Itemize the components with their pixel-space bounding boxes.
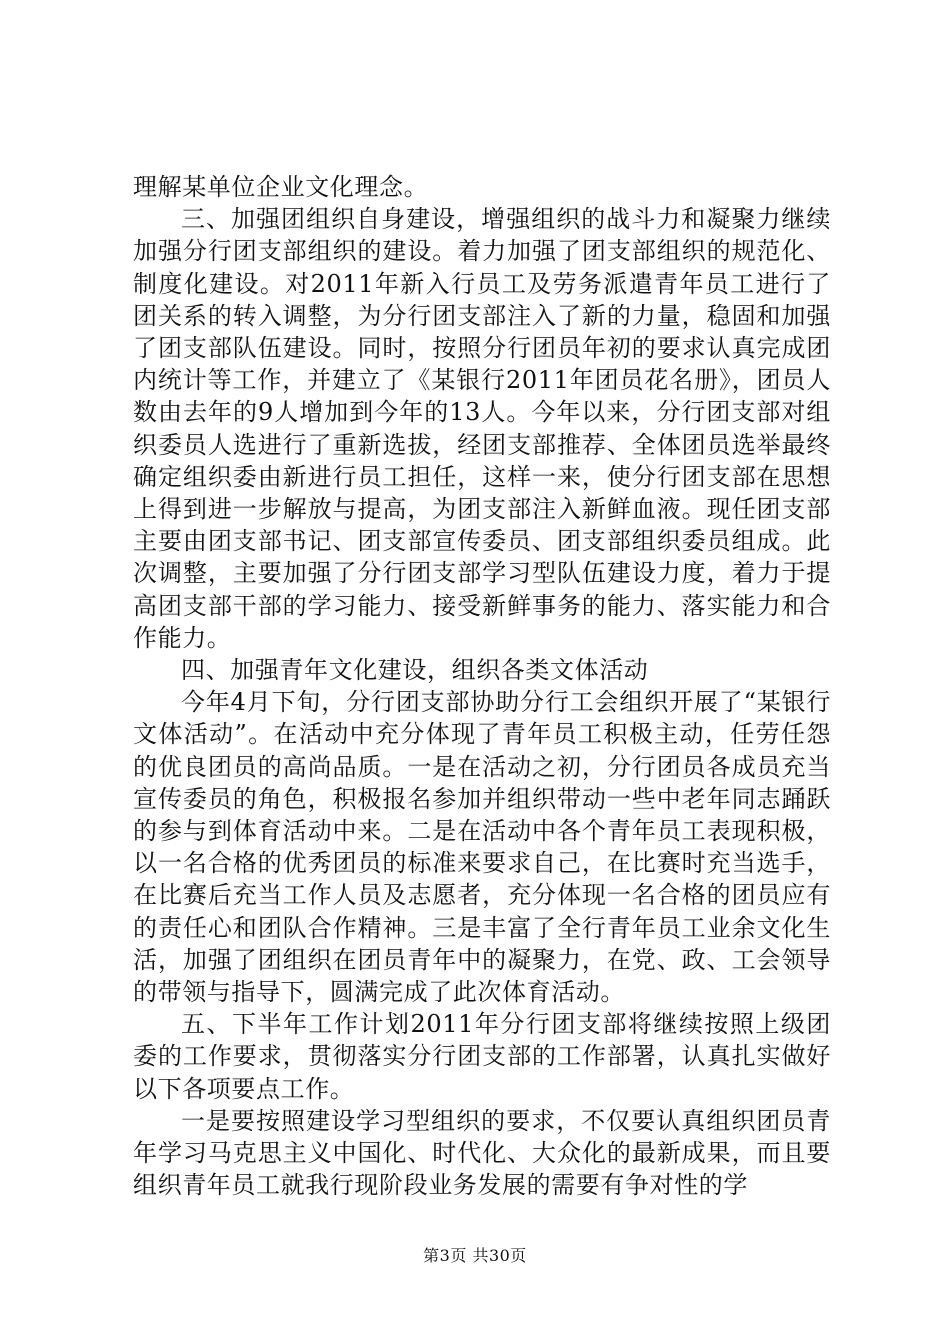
paragraph-4: 五、下半年工作计划2011年分行团支部将继续按照上级团委的工作要求，贯彻落实分行团支部的工作部署，认真扎实做好以下各项要点工作。 xyxy=(133,1010,831,1103)
paragraph-1: 理解某单位企业文化理念。 xyxy=(133,173,429,201)
paragraph-2: 三、加强团组织自身建设，增强组织的战斗力和凝聚力继续加强分行团支部组织的建设。着力加强了团支部组织的规范化、制度化建设。对2011年新入行员工及劳务派遣青年员工进行了团关系的转入调整，为分行团支部注入了新的力量，稳固和加强了团支部队伍建设。同时，按照分行团员年初的要求认真完成团内统计等工作，并建立了《某银行2011年团员花名册》，团员人数由去年的9人增加到今年的13人。今年以来，分行团支部对组织委员人选进行了重新选拔，经团支部推荐、全体团员选举最终确定组织委由新进行员工担任，这样一来，使分行团支部在思想上得到进一步解放与提高，为团支部注入新鲜血液。现任团支部主要由团支部书记、团支部宣传委员、团支部组织委员组成。此次调整，主要加强了分行团支部学习型队伍建设力度，着力于提高团支部干部的学习能力、接受新鲜事务的能力、落实能力和合作能力。 xyxy=(133,205,831,652)
paragraph-5: 一是要按照建设学习型组织的要求，不仅要认真组织团员青年学习马克思主义中国化、时代化、大众化的最新成果，而且要组织青年员工就我行现阶段业务发展的需要有争对性的学 xyxy=(133,1106,831,1200)
section-heading-4: 四、加强青年文化建设，组织各类文体活动 xyxy=(181,656,649,685)
paragraph-3: 今年4月下旬，分行团支部协助分行工会组织开展了“某银行文体活动”。在活动中充分体现了青年员工积极主动，任劳任怨的优良团员的高尚品质。一是在活动之初，分行团员各成员充当宣传委员的角色，积极报名参加并组织带动一些中老年同志踊跃的参与到体育活动中来。二是在活动中各个青年员工表现积极，以一名合格的优秀团员的标准来要求自己，在比赛时充当选手，在比赛后充当工作人员及志愿者，充分体现一名合格的团员应有的责任心和团队合作精神。三是丰富了全行青年员工业余文化生活，加强了团组织在团员青年中的凝聚力，在党、政、工会领导的带领与指导下，圆满完成了此次体育活动。 xyxy=(133,688,831,1007)
document-body xyxy=(133,171,831,1202)
page-footer: 第3页 共30页 xyxy=(423,1246,527,1265)
